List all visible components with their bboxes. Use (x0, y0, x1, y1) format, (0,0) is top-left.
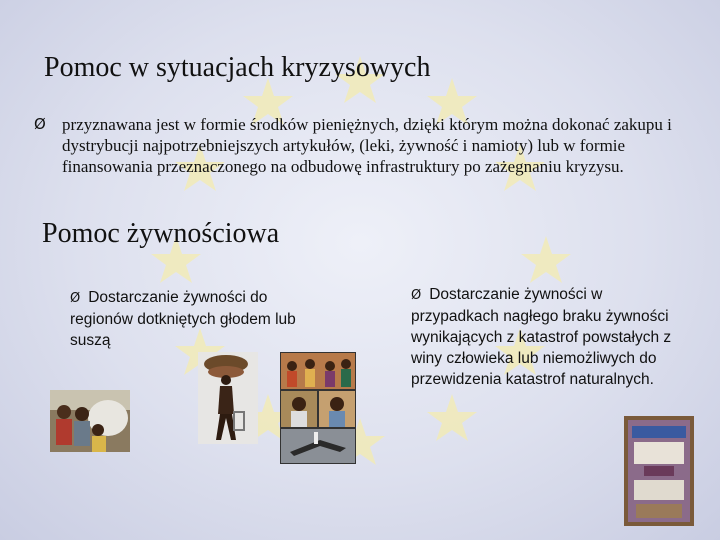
right-column-text (411, 284, 681, 390)
aid-collage-photo (280, 352, 356, 464)
section-subtitle: Pomoc żywnościowa (42, 218, 280, 249)
right-bullet-text: Dostarczanie żywności w przypadkach nagłego braku żywności wynikających z katastrof powstałych z winy człowieka lub niemożliwych do przewidzenia katastrof naturalnych. (411, 286, 672, 388)
star-icon (521, 236, 571, 283)
bullet-text: przyznawana jest w formie środków pieniężnych, dzięki którym można dokonać zakupu i dystrybucji najpotrzebniejszych artykułów, (leki, żywność i namioty) lub w formie finansowania przeznaczonego na odbudowę infrastruktury po zażegnaniu kryzysu. (62, 115, 672, 176)
person-carrying-basket-photo (198, 352, 258, 444)
arrow-bullet-icon: Ø (70, 291, 81, 306)
left-column-text (70, 287, 320, 351)
arrow-bullet-icon: Ø (34, 115, 46, 133)
star-icon (427, 394, 477, 441)
food-aid-package-photo (624, 416, 694, 526)
slide-title: Pomoc w sytuacjach kryzysowych (44, 52, 431, 83)
left-bullet-text: Dostarczanie żywności do regionów dotkniętych głodem lub suszą (70, 289, 296, 349)
children-food-aid-photo (50, 390, 130, 452)
arrow-bullet-icon: Ø (411, 288, 422, 303)
bullet-crisis-aid (34, 114, 674, 177)
